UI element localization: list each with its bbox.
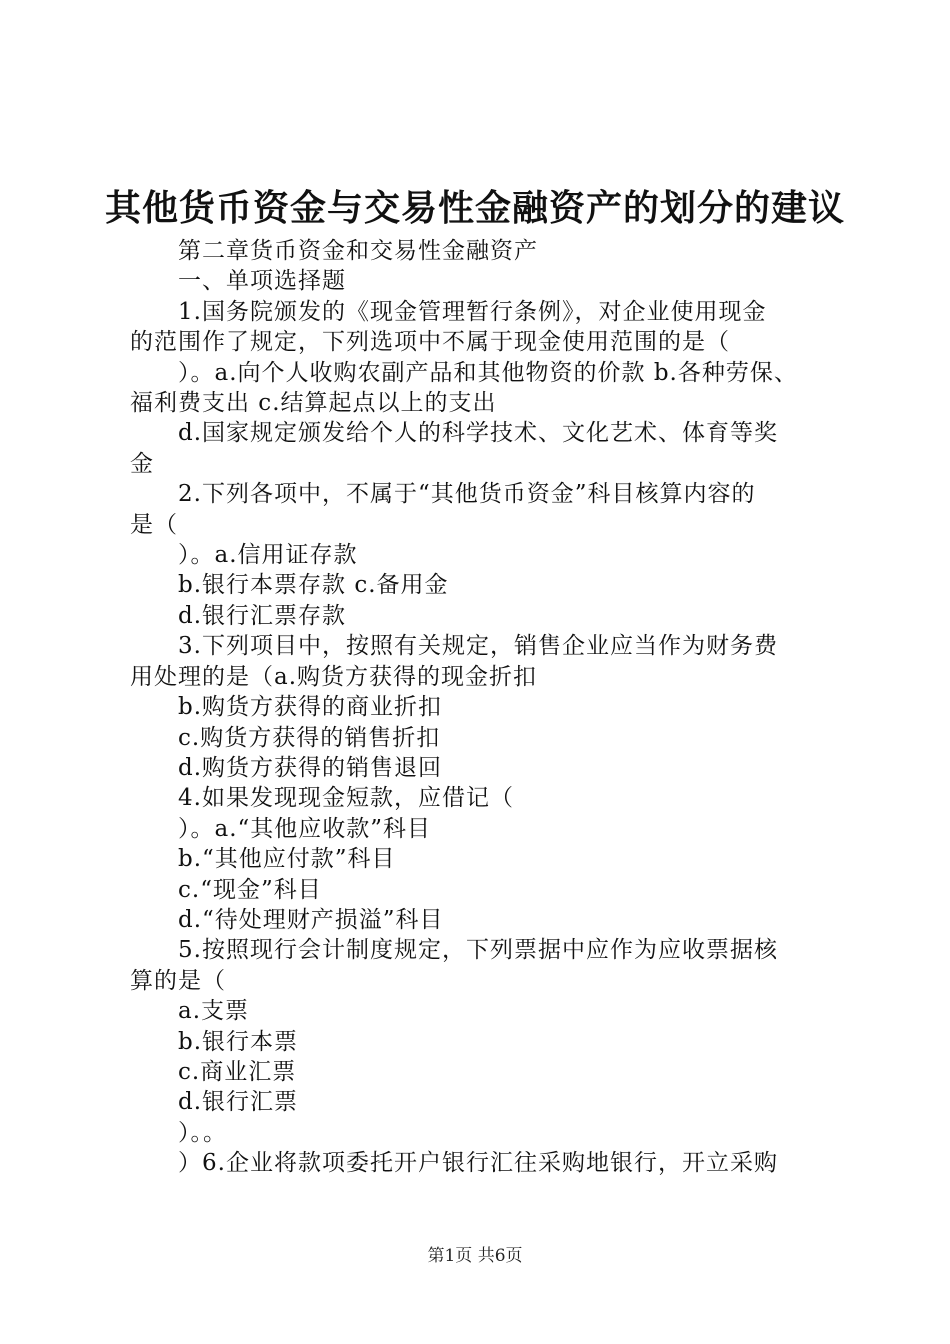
text-line: b.银行本票存款 c.备用金 [178,572,449,599]
text-line: 5.按照现行会计制度规定，下列票据中应作为应收票据核 [178,937,778,964]
text-line: 的范围作了规定，下列选项中不属于现金使用范围的是（ [130,329,730,356]
text-line: 福利费支出 c.结算起点以上的支出 [130,390,497,417]
text-line: 算的是（ [130,967,226,994]
text-line: b.购货方获得的商业折扣 [178,694,443,721]
text-line: 3.下列项目中，按照有关规定，销售企业应当作为财务费 [178,633,778,660]
text-line: b.银行本票 [178,1028,299,1055]
text-line: d.国家规定颁发给个人的科学技术、文化艺术、体育等奖 [178,420,779,447]
text-line: b.“其他应付款”科目 [178,846,396,873]
document-body [130,236,830,1179]
text-line: 用处理的是（a.购货方获得的现金折扣 [130,663,538,690]
text-line: ）。。 [178,1119,227,1146]
text-line: ）。a.信用证存款 [178,542,358,569]
text-line: c.“现金”科目 [178,876,322,903]
document-title: 其他货币资金与交易性金融资产的划分的建议 [104,188,845,229]
text-line: 是（ [130,511,178,538]
text-line: 2.下列各项中，不属于“其他货币资金”科目核算内容的 [178,481,756,508]
text-line: 第二章货币资金和交易性金融资产 [178,238,538,264]
text-line: c.购货方获得的销售折扣 [178,724,441,751]
page-footer: 第1页 共6页 [427,1246,523,1266]
text-line: d.银行汇票 [178,1089,299,1116]
text-line: 金 [130,450,154,477]
text-line: ）6.企业将款项委托开户银行汇往采购地银行，开立采购 [178,1150,778,1177]
text-line: 一、单项选择题 [178,268,346,295]
text-line: a.支票 [178,998,250,1025]
text-line: d.“待处理财产损溢”科目 [178,906,444,933]
text-line: ）。a.向个人收购农副产品和其他物资的价款 b.各种劳保、 [178,359,798,386]
text-line: ）。a.“其他应收款”科目 [178,815,432,842]
text-line: 1.国务院颁发的《现金管理暂行条例》，对企业使用现金 [178,298,767,325]
text-line: 4.如果发现现金短款，应借记（ [178,785,514,812]
text-line: d.银行汇票存款 [178,602,347,629]
text-line: c.商业汇票 [178,1058,297,1085]
text-line: d.购货方获得的销售退回 [178,754,443,781]
